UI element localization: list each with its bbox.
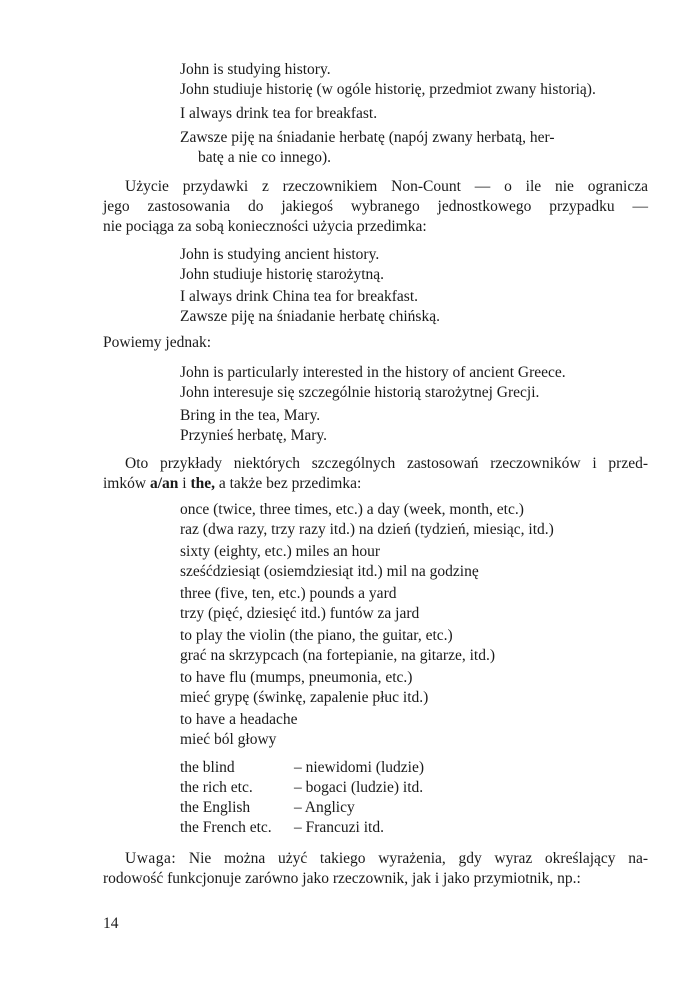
example-line: sixty (eighty, etc.) miles an hour (180, 543, 381, 560)
example-line: mieć ból głowy (180, 731, 277, 748)
example-line: John studiuje historię starożytną. (180, 266, 385, 283)
example-block-3 (180, 363, 650, 446)
page-number: 14 (103, 915, 119, 932)
example-line: grać na skrzypcach (na fortepianie, na gitarze, itd.) (180, 647, 496, 664)
paragraph-line: nie pociąga za sobą konieczności użycia przedimka: (103, 218, 427, 235)
term-pair (180, 778, 650, 798)
term-en: the English (180, 799, 251, 816)
paragraph-line (103, 849, 648, 869)
paragraph-1 (103, 177, 648, 237)
example-line: batę a nie co innego). (198, 149, 331, 166)
text-span: imków (103, 475, 150, 492)
example-line: sześćdziesiąt (osiemdziesiąt itd.) mil na godzinę (180, 563, 479, 580)
term-en: the rich etc. (180, 779, 253, 796)
paragraph-line: Oto przykłady niektórych szczególnych zastosowań rzeczowników i przed- (125, 455, 648, 472)
term-pl: – niewidomi (ludzie) (294, 759, 424, 776)
example-line: mieć grypę (świnkę, zapalenie płuc itd.) (180, 689, 429, 706)
paragraph-line: rodowość funkcjonuje zarówno jako rzeczownik, jak i jako przymiotnik, np.: (103, 870, 581, 887)
term-pairs (180, 758, 650, 838)
term-pl: – bogaci (ludzie) itd. (294, 779, 424, 796)
example-line: to have a headache (180, 711, 298, 728)
example-line: raz (dwa razy, trzy razy itd.) na dzień (tydzień, miesiąc, itd.) (180, 521, 554, 538)
example-line: John studiuje historię (w ogóle historię, przedmiot zwany historią). (180, 81, 596, 98)
example-line: Bring in the tea, Mary. (180, 407, 321, 424)
term-pl: – Anglicy (294, 799, 355, 816)
example-line: to have flu (mumps, pneumonia, etc.) (180, 669, 413, 686)
term-pair (180, 818, 650, 838)
paragraph-line (103, 474, 648, 494)
text-span: Nie można użyć takiego wyrażenia, gdy wyraz określający na- (176, 850, 648, 867)
example-block-4 (180, 500, 650, 750)
example-line: John is studying history. (180, 61, 331, 78)
example-line: John interesuje się szczególnie historią starożytnej Grecji. (180, 384, 540, 401)
example-line: I always drink tea for breakfast. (180, 105, 378, 122)
paragraph-line: jego zastosowania do jakiegoś wybranego jednostkowego przypadku — (103, 198, 648, 215)
example-block-1 (180, 60, 650, 168)
example-line: Zawsze piję na śniadanie herbatę (napój zwany herbatą, her- (180, 129, 555, 146)
term-en: the French etc. (180, 819, 272, 836)
text-span: a także bez przedimka: (214, 475, 362, 492)
example-line: Przynieś herbatę, Mary. (180, 427, 328, 444)
note-paragraph (103, 849, 648, 889)
note-label: Uwaga: (125, 850, 177, 867)
bold-term-a-an: a/an (149, 475, 179, 492)
example-line: to play the violin (the piano, the guitar, etc.) (180, 627, 453, 644)
example-line: trzy (pięć, dziesięć itd.) funtów za jard (180, 605, 420, 622)
term-en: the blind (180, 759, 235, 776)
paragraph-line: Użycie przydawki z rzeczownikiem Non-Count — o ile nie ogranicza (125, 178, 648, 195)
term-pair (180, 798, 650, 818)
term-pair (180, 758, 650, 778)
text-span: i (178, 475, 191, 492)
example-line: John is particularly interested in the history of ancient Greece. (180, 364, 566, 381)
example-block-2 (180, 245, 650, 327)
example-line: John is studying ancient history. (180, 246, 380, 263)
example-line: Zawsze piję na śniadanie herbatę chińską. (180, 308, 440, 325)
bold-term-the: the, (190, 475, 215, 492)
example-line: three (five, ten, etc.) pounds a yard (180, 585, 397, 602)
paragraph-line: Powiemy jednak: (103, 334, 212, 351)
paragraph-3 (103, 454, 648, 494)
example-line: I always drink China tea for breakfast. (180, 288, 419, 305)
term-pl: – Francuzi itd. (294, 819, 384, 836)
paragraph-2 (103, 333, 648, 353)
example-line: once (twice, three times, etc.) a day (week, month, etc.) (180, 501, 524, 518)
